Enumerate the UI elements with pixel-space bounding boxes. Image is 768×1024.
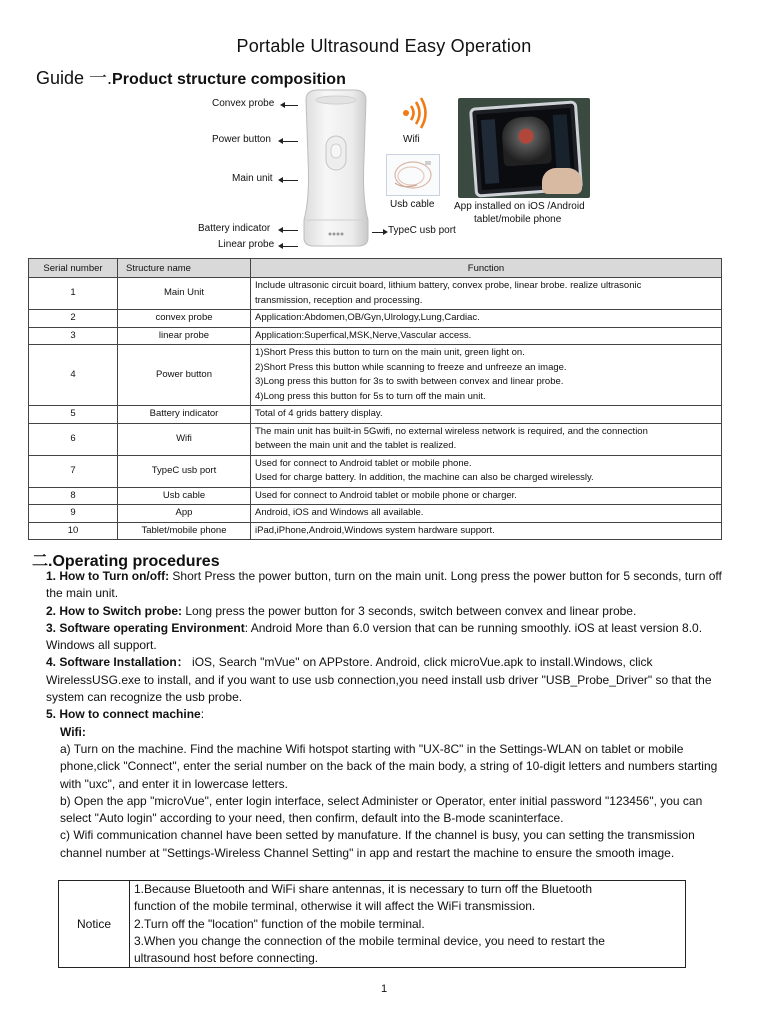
- function-cell: [251, 505, 722, 523]
- guide-prefix: Guide 一.: [36, 68, 113, 88]
- header-serial: Serial number: [29, 259, 118, 278]
- page-title: Portable Ultrasound Easy Operation: [236, 36, 532, 56]
- structure-name-cell: Usb cable: [118, 487, 251, 505]
- wifi-icon: [400, 96, 430, 130]
- serial-number-cell: 3: [29, 327, 118, 345]
- procedures-body: [46, 568, 726, 862]
- structure-name-cell: Wifi: [118, 423, 251, 455]
- table-row: [29, 505, 722, 523]
- notice-line: 1.Because Bluetooth and WiFi share antennas, it is necessary to turn off the Bluetooth: [134, 882, 593, 896]
- function-line: 2)Short Press this button while scanning to freeze and unfreeze an image.: [255, 361, 567, 373]
- function-line: Include ultrasonic circuit board, lithium battery, convex probe, linear brobe. realize ultrasonic: [255, 280, 642, 291]
- header-function: Function: [251, 259, 722, 278]
- structure-name-cell: Battery indicator: [118, 406, 251, 424]
- serial-number-cell: 4: [29, 345, 118, 406]
- label-typec-port: TypeC usb port: [388, 225, 456, 236]
- procedure-4-text: iOS, Search "mVue" on APPstore. Android, click microVue.apk to install.Windows, click WirelessUSG.exe to install, and if you want to use usb connection,you need install usb driver "USB_Probe_Driver" so that the system can recognize the usb probe.: [46, 655, 712, 705]
- wifi-step-c: c) Wifi communication channel have been setted by manufature. If the channel is busy, you can setting the transmission channel number at "Settings-Wireless Channel Setting" in app and restart the machine to ensure the smooth image.: [60, 828, 695, 860]
- function-line: iPad,iPhone,Android,Windows system hardware support.: [255, 524, 495, 536]
- function-cell: [251, 406, 722, 424]
- procedure-5-colon: :: [200, 707, 205, 722]
- function-cell: [251, 522, 722, 540]
- label-usb-cable: Usb cable: [390, 199, 435, 210]
- notice-box: [58, 880, 686, 968]
- page-number: 1: [380, 983, 388, 995]
- usb-cable-icon: [387, 155, 439, 195]
- procedure-5-label: 5. How to connect machine: [46, 707, 201, 722]
- table-row: [29, 327, 722, 345]
- arrow-power-button: [282, 141, 298, 142]
- guide-heading: [36, 64, 346, 90]
- label-convex-probe: Convex probe: [212, 98, 275, 109]
- serial-number-cell: 5: [29, 406, 118, 424]
- arrow-convex-probe: [284, 105, 298, 106]
- function-line: Used for connect to Android tablet or mobile phone or charger.: [255, 489, 517, 501]
- structure-table-body: [29, 278, 722, 540]
- table-row: [29, 310, 722, 328]
- wifi-step-b: b) Open the app "microVue", enter login interface, select Administer or Operator, enter initial password "123456", you can select "Auto login" according to your need, then confirm, default into the B-mode scaninterface.: [60, 793, 703, 826]
- function-line: The main unit has built-in 5Gwifi, no external wireless network is required, and the connection: [255, 425, 648, 437]
- guide-subtitle: Product structure composition: [112, 71, 346, 88]
- procedure-2-text: Long press the power button for 3 seconds, switch between convex and linear probe.: [182, 603, 637, 618]
- procedure-4: [46, 654, 726, 706]
- procedure-1: [46, 568, 726, 603]
- function-line: Used for connect to Android tablet or mobile phone.: [255, 457, 472, 469]
- serial-number-cell: 2: [29, 310, 118, 328]
- procedure-3-text: : Android More than 6.0 version that can be running smoothly. iOS at least version 8.0. Windows all support.: [46, 620, 703, 653]
- procedure-1-label: 1. How to Turn on/off:: [46, 569, 170, 583]
- wifi-subheading: [46, 724, 726, 741]
- procedure-5: [46, 706, 726, 723]
- procedure-4-label: 4. Software Installation：: [46, 655, 189, 670]
- section-heading: 二.Operating procedures: [32, 553, 220, 570]
- notice-content: [130, 881, 686, 968]
- function-line: Application:Abdomen,OB/Gyn,Ulrology,Lung,Cardiac.: [255, 312, 480, 323]
- table-row: [29, 455, 722, 487]
- hand: [542, 168, 582, 194]
- function-cell: [251, 455, 722, 487]
- notice-line: 2.Turn off the "location" function of the mobile terminal.: [134, 916, 425, 931]
- label-linear-probe: Linear probe: [218, 239, 275, 250]
- function-cell: [251, 327, 722, 345]
- function-line: transmission, reception and processing.: [255, 294, 423, 306]
- table-row: [29, 522, 722, 540]
- ultrasound-image: [501, 115, 552, 166]
- structure-name-cell: Power button: [118, 345, 251, 406]
- label-power-button: Power button: [212, 134, 271, 145]
- arrow-main-unit: [282, 180, 298, 181]
- structure-name-cell: Tablet/mobile phone: [118, 522, 251, 540]
- arrow-linear-probe: [282, 246, 298, 247]
- function-cell: [251, 423, 722, 455]
- structure-name-cell: App: [118, 505, 251, 523]
- procedure-1-text: Short Press the power button, turn on the main unit. Long press the power button for 5 seconds, turn off the main unit.: [46, 569, 722, 601]
- procedure-2-label: 2. How to Switch probe:: [46, 603, 183, 618]
- notice-line: function of the mobile terminal, otherwise it will affect the WiFi transmission.: [134, 899, 536, 914]
- function-line: 3)Long press this button for 3s to swith between convex and linear probe.: [255, 376, 564, 387]
- serial-number-cell: 6: [29, 423, 118, 455]
- serial-number-cell: 7: [29, 455, 118, 487]
- product-figure: [190, 88, 610, 253]
- structure-name-cell: TypeC usb port: [118, 455, 251, 487]
- label-app-caption-1: App installed on iOS /Android: [454, 201, 585, 212]
- screen-toolbar: [481, 119, 499, 184]
- arrow-typec-port: [372, 232, 384, 233]
- notice-row: [59, 881, 686, 968]
- structure-name-cell: convex probe: [118, 310, 251, 328]
- table-row: [29, 423, 722, 455]
- serial-number-cell: 9: [29, 505, 118, 523]
- function-line: Android, iOS and Windows all available.: [255, 507, 424, 518]
- structure-name-cell: Main Unit: [118, 278, 251, 310]
- procedure-3: [46, 620, 726, 655]
- function-cell: [251, 345, 722, 406]
- function-line: 1)Short Press this button to turn on the main unit, green light on.: [255, 347, 525, 358]
- usb-cable-image: [386, 154, 440, 196]
- function-line: between the main unit and the tablet is realized.: [255, 440, 457, 451]
- notice-label: Notice: [59, 881, 130, 968]
- label-wifi: Wifi: [403, 134, 420, 145]
- function-cell: [251, 310, 722, 328]
- serial-number-cell: 10: [29, 522, 118, 540]
- table-row: [29, 406, 722, 424]
- serial-number-cell: 1: [29, 278, 118, 310]
- function-line: Application:Superfical,MSK,Nerve,Vascular access.: [255, 329, 472, 341]
- procedure-2: [46, 603, 726, 620]
- function-cell: [251, 487, 722, 505]
- label-main-unit: Main unit: [232, 173, 273, 184]
- function-line: 4)Long press this button for 5s to turn off the main unit.: [255, 390, 486, 402]
- structure-table: [28, 258, 722, 540]
- header-structure: Structure name: [118, 259, 251, 278]
- function-line: Total of 4 grids battery display.: [255, 408, 383, 419]
- notice-line: ultrasound host before connecting.: [134, 951, 319, 966]
- table-row: [29, 345, 722, 406]
- arrow-battery-indicator: [282, 230, 298, 231]
- device-illustration: [298, 88, 374, 248]
- structure-name-cell: linear probe: [118, 327, 251, 345]
- function-line: Used for charge battery. In addition, the machine can also be charged wirelessly.: [255, 472, 594, 483]
- label-app-caption-2: tablet/mobile phone: [474, 214, 562, 225]
- label-battery-indicator: Battery indicator: [198, 223, 271, 234]
- serial-number-cell: 8: [29, 487, 118, 505]
- function-cell: [251, 278, 722, 310]
- notice-line: 3.When you change the connection of the mobile terminal device, you need to restart the: [134, 933, 605, 948]
- table-row: [29, 278, 722, 310]
- wifi-label: Wifi:: [60, 724, 86, 739]
- procedure-3-label: 3. Software operating Environment: [46, 620, 245, 635]
- tablet-photo: [458, 98, 590, 198]
- table-row: [29, 487, 722, 505]
- wifi-step-a: a) Turn on the machine. Find the machine Wifi hotspot starting with "UX-8C" in the Settings-WLAN on tablet or mobile phone,click "Connect", enter the serial number on the back of the main body, a string of 10-digit letters and numbers starting with "uxc", and enter it in lowercase letters.: [60, 741, 718, 791]
- table-header-row: [29, 259, 722, 278]
